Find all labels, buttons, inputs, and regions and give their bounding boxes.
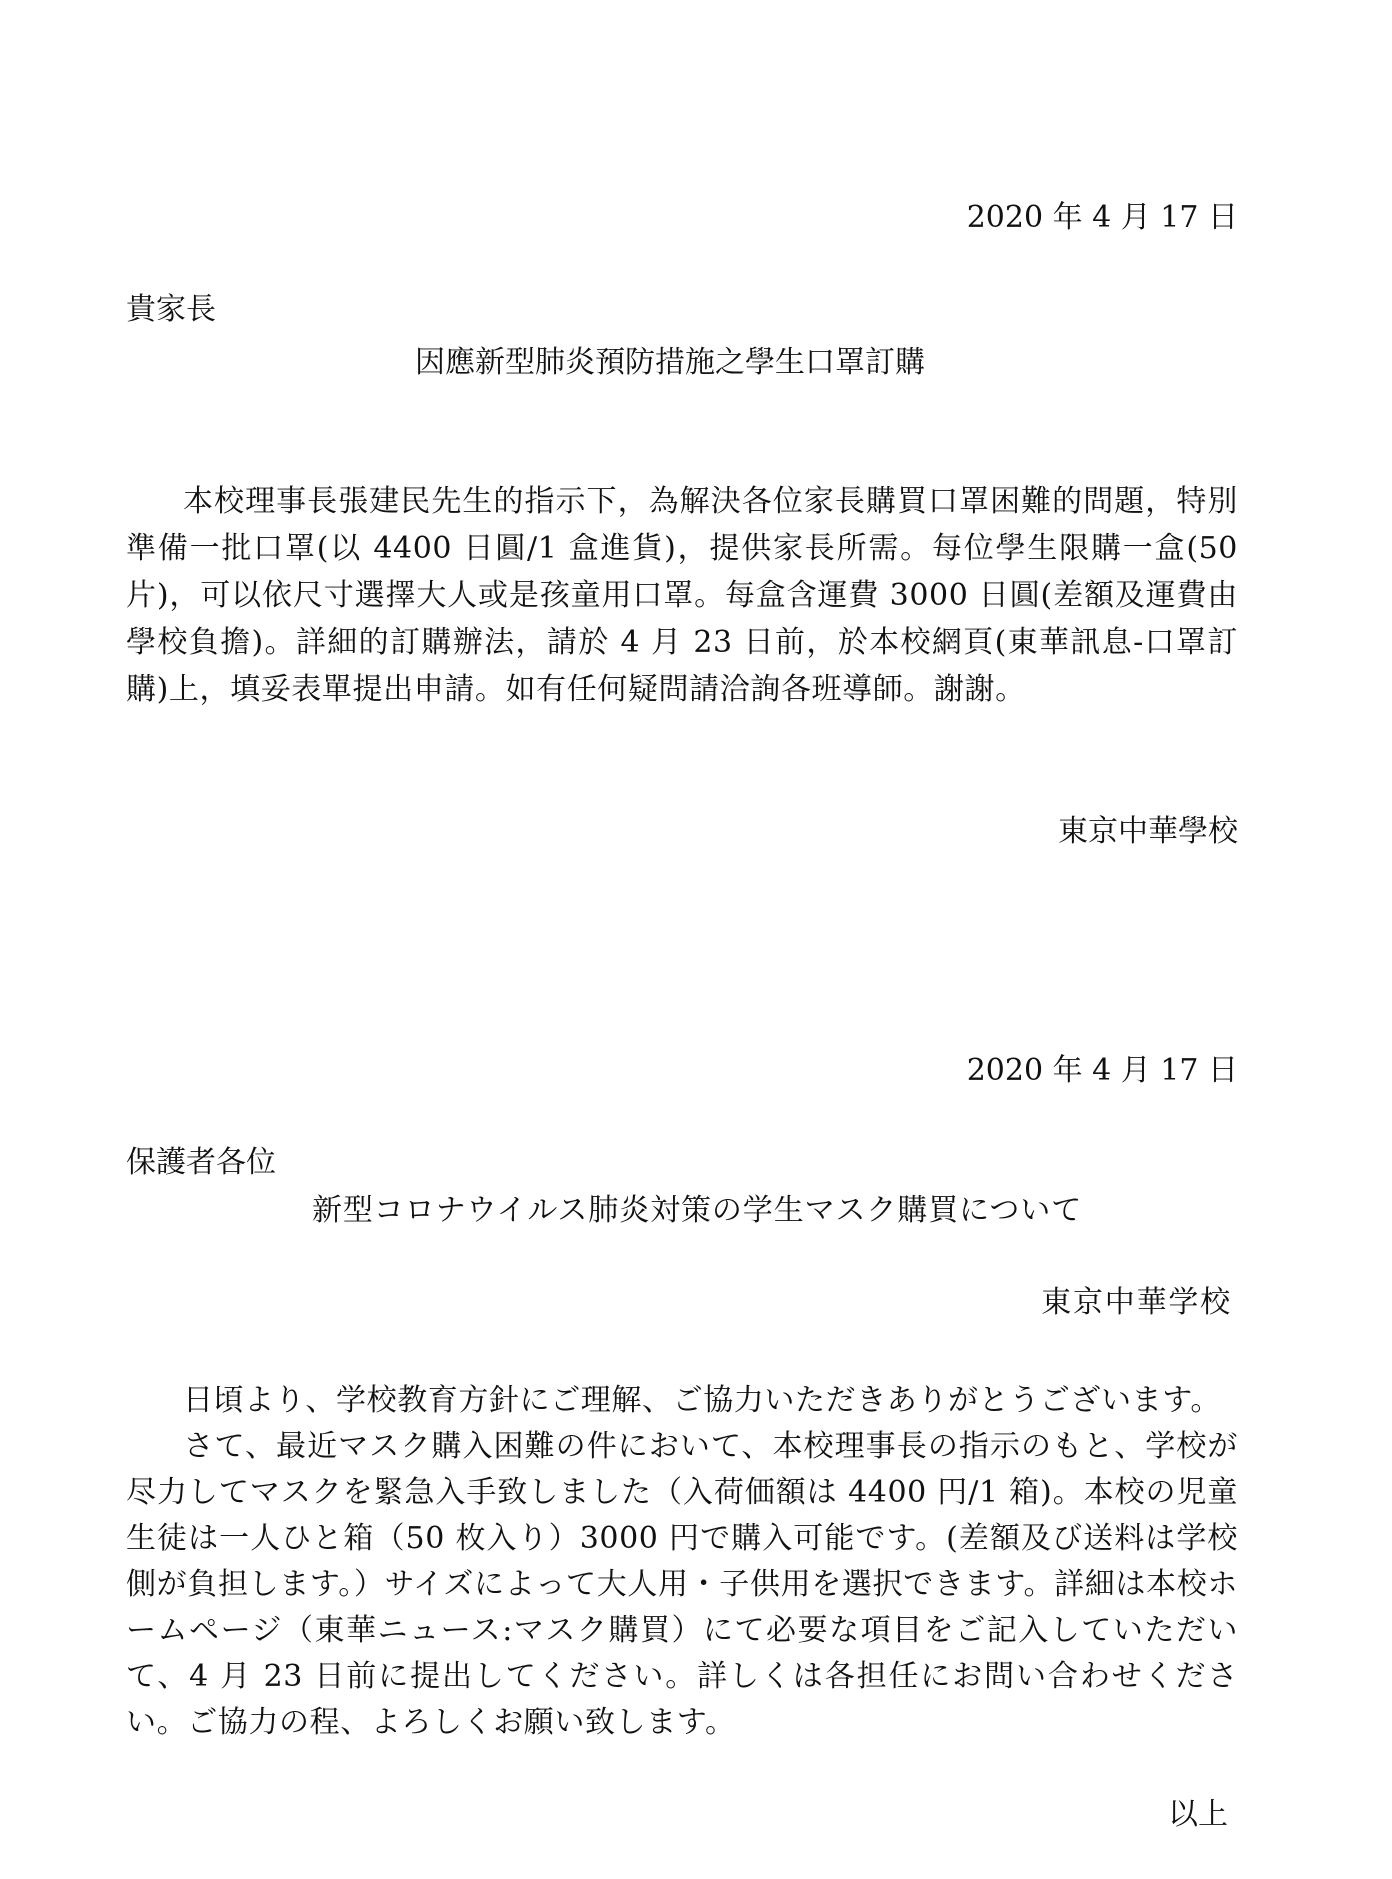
japanese-notice-body bbox=[126, 1378, 1238, 1746]
japanese-notice-body-paragraph-1: 日頃より、学校教育方針にご理解、ご協力いただきありがとうございます。 bbox=[183, 1383, 1221, 1418]
japanese-notice-sender: 東京中華学校 bbox=[1041, 1285, 1232, 1320]
japanese-notice-closing: 以上 bbox=[1168, 1797, 1228, 1832]
japanese-notice-title: 新型コロナウイルス肺炎対策の学生マスク購買について bbox=[312, 1193, 1083, 1228]
chinese-notice-signature: 東京中華學校 bbox=[1058, 814, 1238, 849]
japanese-notice-greeting: 保護者各位 bbox=[126, 1145, 276, 1180]
japanese-notice-body-paragraph-2: さて、最近マスク購入困難の件において、本校理事長の指示のもと、学校が尽力してマスクを緊急入手致しました（入荷価額は 4400 円/1 箱)。本校の児童生徒は一人ひと箱（50 枚入り）3000 円で購入可能です。(差額及び送料は学校側が負担します。）サイズによって大人用・子供用を選択できます。詳細は本校ホームページ（東華ニュース:マスク購買）にて必要な項目をご記入していただいて、4 月 23 日前に提出してください。詳しくは各担任にお問い合わせください。ご協力の程、よろしくお願い致します。 bbox=[126, 1429, 1238, 1740]
chinese-notice-greeting: 貴家長 bbox=[126, 292, 216, 327]
chinese-notice-title: 因應新型肺炎預防措施之學生口罩訂購 bbox=[415, 345, 925, 380]
japanese-notice-date: 2020 年 4 月 17 日 bbox=[966, 1053, 1238, 1088]
chinese-notice-body: 本校理事長張建民先生的指示下，為解決各位家長購買口罩困難的問題，特別準備一批口罩(以 4400 日圓/1 盒進貨)，提供家長所需。每位學生限購一盒(50 片)，可以依尺寸選擇大人或是孩童用口罩。每盒含運費 3000 日圓(差額及運費由學校負擔)。詳細的訂購辦法，請於 4 月 23 日前，於本校網頁(東華訊息-口罩訂購)上，填妥表單提出申請。如有任何疑問請洽詢各班導師。謝謝。 bbox=[126, 484, 1238, 707]
chinese-notice-date: 2020 年 4 月 17 日 bbox=[966, 200, 1238, 235]
